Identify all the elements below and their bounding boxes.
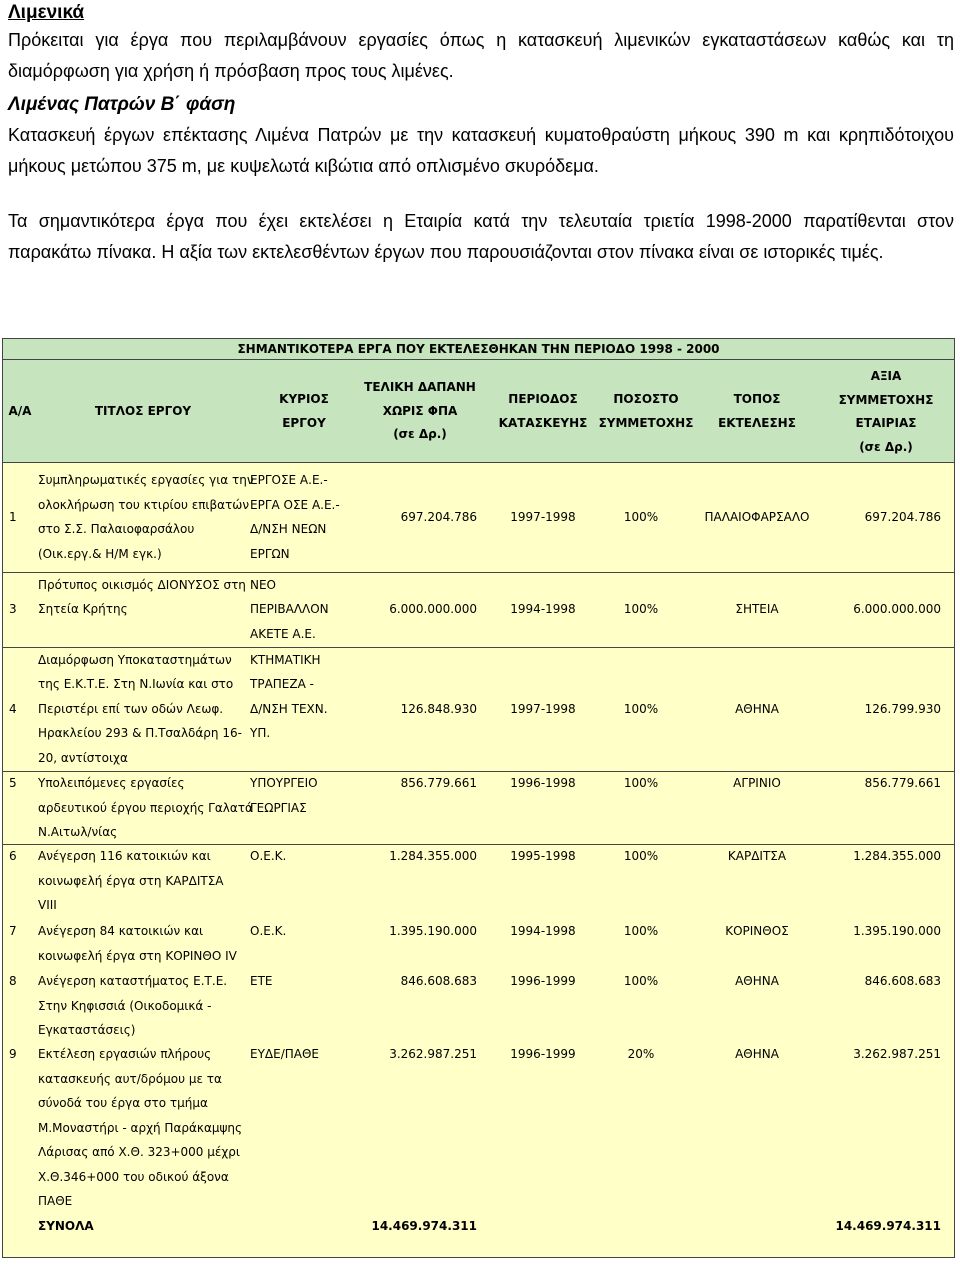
row-aa: 3 — [9, 602, 17, 617]
row-title-line: Εγκαταστάσεις) — [38, 1023, 136, 1037]
row-period: 1995-1998 — [510, 849, 576, 863]
row-title-line: κοινωφελή έργα στη ΚΟΡΙΝΘΟ IV — [38, 948, 237, 963]
row-cost: 126.848.930 — [400, 701, 477, 716]
row-title — [38, 771, 253, 845]
row-period: 1994-1998 — [510, 924, 576, 938]
row-value: 126.799.930 — [864, 701, 941, 716]
table-title: ΣΗΜΑΝΤΙΚΟΤΕΡΑ ΕΡΓΑ ΠΟΥ ΕΚΤΕΛΕΣΘΗΚΑΝ ΤΗΝ ΠΕΡΙΟΔΟ 1998 - 2000 — [3, 339, 954, 360]
row-period: 1997-1998 — [510, 509, 576, 524]
row-place: ΑΘΗΝΑ — [735, 974, 779, 988]
row-title — [38, 1042, 250, 1214]
row-value: 846.608.683 — [864, 974, 941, 988]
row-title-line: VIII — [38, 898, 57, 912]
row-title — [38, 844, 250, 918]
header-cost: ΤΕΛΙΚΗ ΔΑΠΑΝΗ ΧΩΡΙΣ ΦΠΑ (σε Δρ.) — [364, 380, 476, 441]
row-title-line: κοινωφελή έργα στη ΚΑΡΔΙΤΣΑ — [38, 873, 224, 888]
row-share: 100% — [623, 602, 659, 617]
row-cost: 1.284.355.000 — [389, 849, 477, 863]
row-aa: 7 — [9, 924, 17, 938]
row-place: ΣΗΤΕΙΑ — [735, 602, 779, 617]
row-title-line: Ανέγερση καταστήματος Ε.Τ.Ε. — [38, 974, 228, 988]
row-title-line: Σητεία Κρήτης — [38, 602, 128, 617]
row-title-line: Χ.Θ.346+000 του οδικού άξονα — [38, 1169, 229, 1184]
row-owner-line: ΑΚΕΤΕ Α.Ε. — [250, 626, 316, 641]
table-row — [3, 919, 954, 969]
intro-section — [8, 0, 954, 268]
row-title-line: κατασκευής αυτ/δρόμου με τα — [38, 1071, 222, 1086]
row-place: ΑΓΡΙΝΙΟ — [733, 776, 781, 790]
row-title — [38, 648, 250, 771]
row-cost: 697.204.786 — [400, 509, 477, 524]
row-period: 1996-1999 — [510, 974, 576, 988]
table-row — [3, 1042, 954, 1214]
table-header — [3, 360, 954, 463]
row-title-line: ολοκλήρωση του κτιρίου επιβατών — [38, 497, 250, 512]
row-title-line: αρδευτικού έργου περιοχής Γαλατά — [38, 800, 253, 815]
row-owner-line: ΓΕΩΡΓΙΑΣ — [250, 800, 307, 815]
row-value: 1.395.190.000 — [853, 924, 941, 938]
row-aa: 4 — [9, 701, 17, 716]
row-value: 697.204.786 — [864, 509, 941, 524]
totals-value: 14.469.974.311 — [835, 1219, 941, 1233]
row-title-line: Περιστέρι επί των οδών Λεωφ. — [38, 701, 224, 716]
row-title-line: Μ.Μοναστήρι - αρχή Παράκαμψης — [38, 1120, 243, 1135]
row-value: 6.000.000.000 — [853, 602, 941, 617]
row-share: 100% — [623, 924, 659, 938]
row-title-line: στο Σ.Σ. Παλαιοφαρσάλου — [38, 522, 195, 536]
row-title — [38, 919, 250, 968]
row-owner-line: ΤΡΑΠΕΖΑ - — [250, 677, 314, 692]
row-title-line: Λάρισας από Χ.Θ. 323+000 μέχρι — [38, 1145, 240, 1159]
row-share: 100% — [623, 509, 659, 524]
projects-table — [2, 338, 955, 1258]
row-value: 1.284.355.000 — [853, 849, 941, 863]
row-place: ΚΟΡΙΝΘΟΣ — [725, 924, 789, 938]
table-row — [3, 572, 954, 648]
row-title-line: Ν.Αιτωλ/νίας — [38, 825, 118, 839]
table-row — [3, 462, 954, 573]
row-owner-line: ΚΤΗΜΑΤΙΚΗ — [250, 652, 321, 667]
row-owner-line: Ο.Ε.Κ. — [250, 849, 287, 863]
header-title: ΤΙΤΛΟΣ ΕΡΓΟΥ — [94, 404, 192, 418]
header-share: ΠΟΣΟΣΤΟ ΣΥΜΜΕΤΟΧΗΣ — [598, 392, 694, 430]
row-owner-line: ΥΠ. — [250, 726, 271, 741]
row-place: ΑΘΗΝΑ — [735, 1047, 779, 1061]
table-row — [3, 844, 954, 919]
row-aa: 1 — [9, 509, 17, 524]
row-cost: 6.000.000.000 — [389, 602, 477, 617]
row-cost: 3.262.987.251 — [389, 1047, 477, 1061]
row-share: 100% — [623, 974, 659, 988]
row-aa: 5 — [9, 776, 17, 790]
row-title — [38, 468, 254, 566]
row-owner-line: Ο.Ε.Κ. — [250, 924, 287, 938]
row-share: 100% — [623, 776, 659, 790]
row-owner-line: ΠΕΡΙΒΑΛΛΟΝ — [250, 602, 329, 617]
section-title: Λιμενικά — [8, 2, 85, 23]
row-owner-line: ΕΡΓΑ ΟΣΕ Α.Ε.- — [250, 497, 340, 512]
row-owner-line: Δ/ΝΣΗ ΤΕΧΝ. — [250, 701, 328, 716]
row-place: ΠΑΛΑΙΟΦΑΡΣΑΛΟ — [704, 509, 810, 524]
row-title-line: 20, αντίστοιχα — [38, 750, 128, 765]
row-owner-line: ΕΡΓΩΝ — [250, 546, 290, 561]
row-period: 1996-1998 — [510, 776, 576, 790]
row-owner-line: ΥΠΟΥΡΓΕΙΟ — [250, 776, 318, 790]
row-owner-line: Δ/ΝΣΗ ΝΕΩΝ — [250, 522, 327, 536]
header-period: ΠΕΡΙΟΔΟΣ ΚΑΤΑΣΚΕΥΗΣ — [498, 392, 588, 430]
row-owner-line: ΕΡΓΟΣΕ Α.Ε.- — [250, 473, 328, 487]
row-title-line: Ανέγερση 84 κατοικιών και — [38, 924, 204, 938]
row-aa: 8 — [9, 974, 17, 988]
row-owner-line: ΝΕΟ — [250, 577, 277, 592]
row-title-line: Συμπληρωματικές εργασίες για την — [38, 473, 254, 487]
row-title-line: Εκτέλεση εργασιών πλήρους — [38, 1047, 212, 1061]
row-title-line: (Οικ.εργ.& Η/Μ εγκ.) — [38, 546, 162, 561]
row-period: 1997-1998 — [510, 701, 576, 716]
header-value: ΑΞΙΑ ΣΥΜΜΕΤΟΧΗΣ ΕΤΑΙΡΙΑΣ (σε Δρ.) — [838, 369, 934, 454]
header-aa: Α/Α — [8, 404, 32, 418]
row-cost: 1.395.190.000 — [389, 924, 477, 938]
totals-row — [3, 1214, 954, 1240]
row-title — [38, 573, 250, 622]
row-share: 100% — [623, 849, 659, 863]
row-title-line: Πρότυπος οικισμός ΔΙΟΝΥΣΟΣ στη — [38, 577, 246, 592]
project-text: Κατασκευή έργων επέκτασης Λιμένα Πατρών με την κατασκευή κυματοθραύστη μήκους 390 m και κρηπιδότοιχου μήκους μετώπου 375 m, με κυψελωτά κιβώτια από οπλισμένο σκυρόδεμα. — [8, 125, 954, 176]
header-place: ΤΟΠΟΣ ΕΚΤΕΛΕΣΗΣ — [718, 392, 796, 430]
row-place: ΑΘΗΝΑ — [735, 701, 779, 716]
row-aa: 6 — [9, 849, 17, 863]
row-value: 856.779.661 — [864, 776, 941, 790]
table-row — [3, 771, 954, 845]
row-share: 100% — [623, 701, 659, 716]
row-title-line: Υπολειπόμενες εργασίες — [38, 776, 185, 790]
row-title-line: Ανέγερση 116 κατοικιών και — [38, 849, 211, 863]
row-aa: 9 — [9, 1047, 17, 1061]
row-title-line: της Ε.Κ.Τ.Ε. Στη Ν.Ιωνία και στο — [38, 677, 234, 692]
row-share: 20% — [627, 1047, 655, 1061]
row-value: 3.262.987.251 — [853, 1047, 941, 1061]
totals-cost: 14.469.974.311 — [371, 1219, 477, 1233]
row-title-line: Στην Κηφισσιά (Οικοδομικά - — [38, 998, 212, 1013]
project-title: Λιμένας Πατρών Β΄ φάση — [8, 94, 236, 115]
row-title-line: Διαμόρφωση Υποκαταστημάτων — [38, 652, 232, 667]
row-cost: 846.608.683 — [400, 974, 477, 988]
row-title-line: σύνοδά του έργα στο τμήμα — [38, 1096, 208, 1110]
header-owner: ΚΥΡΙΟΣ ΕΡΓΟΥ — [279, 392, 329, 430]
row-title-line: Ηρακλείου 293 & Π.Τσαλδάρη 16- — [38, 726, 242, 741]
row-title — [38, 969, 250, 1043]
row-period: 1996-1999 — [510, 1047, 576, 1061]
row-place: ΚΑΡΔΙΤΣΑ — [727, 849, 787, 863]
row-title-line: ΠΑΘΕ — [38, 1194, 73, 1208]
row-owner-line: ΕΥΔΕ/ΠΑΘΕ — [250, 1047, 320, 1061]
table-row — [3, 647, 954, 772]
row-period: 1994-1998 — [510, 602, 576, 617]
row-cost: 856.779.661 — [400, 776, 477, 790]
row-owner-line: ΕΤΕ — [250, 974, 273, 988]
section-text: Πρόκειται για έργα που περιλαμβάνουν εργασίες όπως η κατασκευή λιμενικών εγκαταστάσεων καθώς και τη διαμόρφωση για χρήση ή πρόσβαση προς τους λιμένες. — [8, 30, 954, 81]
totals-label: ΣΥΝΟΛΑ — [38, 1219, 94, 1233]
summary-text: Τα σημαντικότερα έργα που έχει εκτελέσει η Εταιρία κατά την τελευταία τριετία 1998-2000 παρατίθενται στον παρακάτω πίνακα. Η αξία των εκτελεσθέντων έργων που παρουσιάζονται στον πίνακα είναι σε ιστορικές τιμές. — [8, 211, 954, 262]
table-row — [3, 969, 954, 1042]
